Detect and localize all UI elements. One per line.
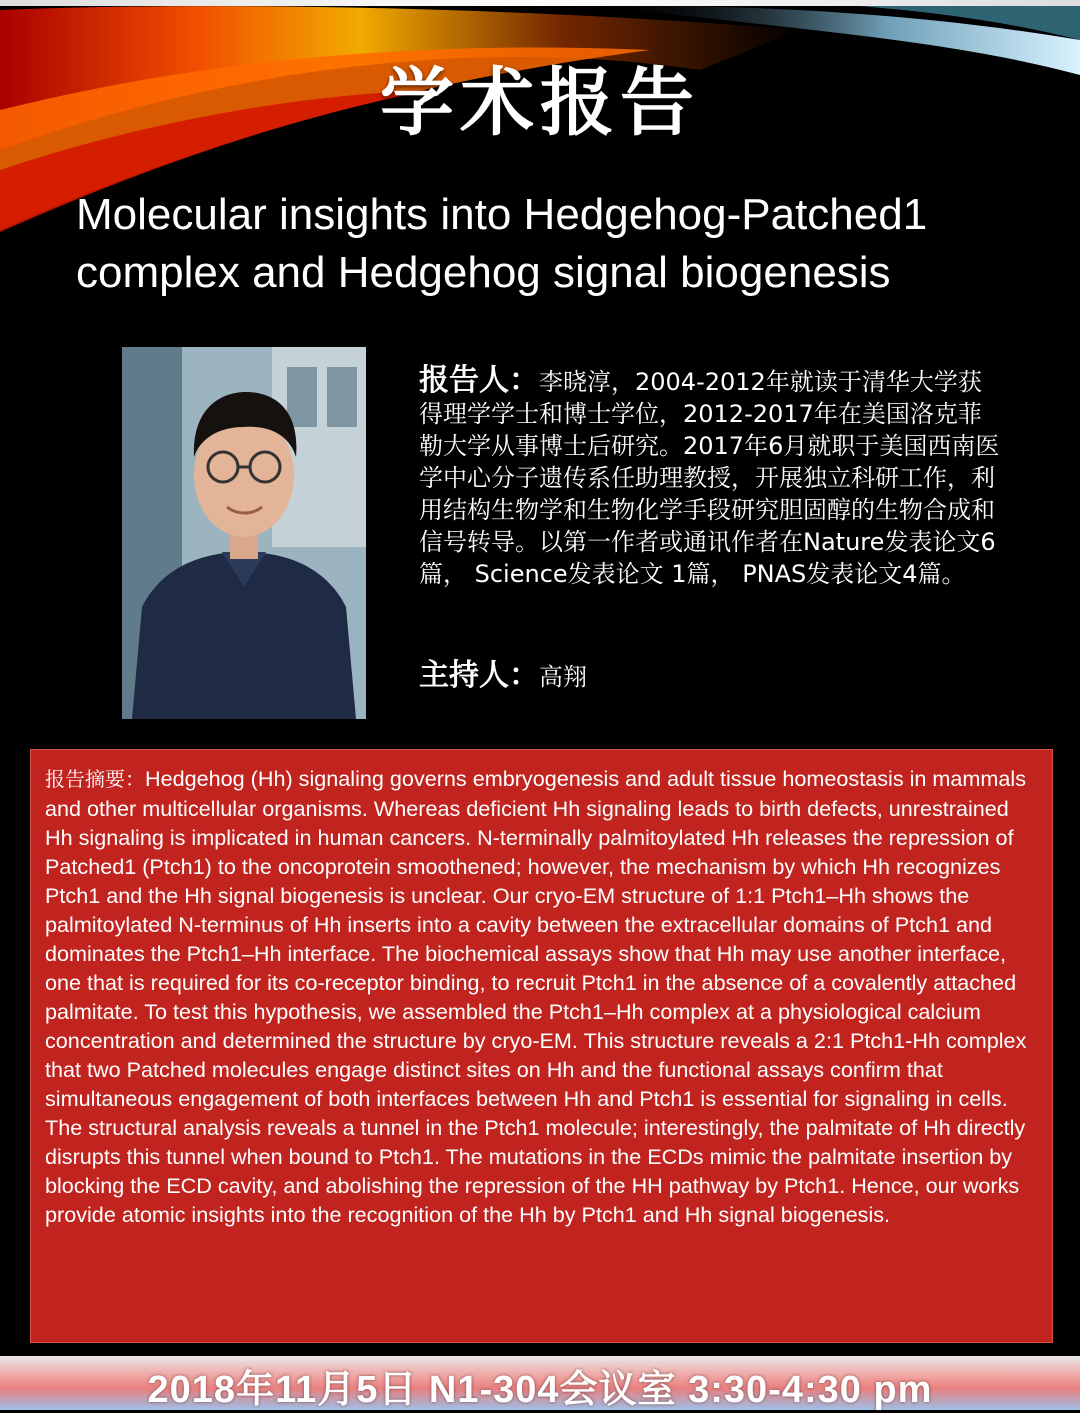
abstract-text: Hedgehog (Hh) signaling governs embryogenesis and adult tissue homeostasis in mammals and other multicellular organisms. Whereas deficient Hh signaling leads to birth defects, unrestrained Hh signaling is implicated in human cancers. N-terminally palmitoylated Hh releases the repression of Patched1 (Ptch1) to the oncoprotein smoothened; however, the mechanism by which Hh recognizes Ptch1 and the Hh signal biogenesis is unclear. Our cryo-EM structure of 1:1 Ptch1–Hh shows the palmitoylated N-terminus of Hh inserts into a cavity between the extracellular domains of Ptch1 and dominates the Ptch1–Hh interface. The biochemical assays show that Hh may use another interface, one that is required for its co-receptor binding, to recruit Ptch1 in the absence of a covalently attached palmitate. To test this hypothesis, we assembled the Ptch1–Hh complex at a physiological calcium concentration and determined the structure by cryo-EM. This structure reveals a 2:1 Ptch1-Hh complex that two Patched molecules engage distinct sites on Hh and the functional assays confirm that simultaneous engagement of both interfaces between Hh and Ptch1 is essential for signaling in cells. The structural analysis reveals a tunnel in the Ptch1 molecule; interestingly, the palmitate of Hh directly disrupts this tunnel when bound to Ptch1. The mutations in the ECDs mimic the palmitate insertion by blocking the ECD cavity, and abolishing the repression of the HH pathway by Ptch1. Hence, our works provide atomic insights into the recognition of the Hh by Ptch1 and Hh signal biogenesis. [45, 766, 1027, 1227]
talk-title-line-2: complex and Hedgehog signal biogenesis [76, 248, 891, 297]
speaker-portrait-illustration [122, 347, 366, 719]
speaker-label: 报告人： [419, 363, 539, 398]
speaker-photo [122, 347, 366, 719]
speaker-bio-text: 李晓淳，2004-2012年就读于清华大学获得理学学士和博士学位，2012-2017年在美国洛克菲勒大学从事博士后研究。2017年6月就职于美国西南医学中心分子遗传系任助理教授，开展独立科研工作，利用结构生物学和生物化学手段研究胆固醇的生物合成和信号转导。以第一作者或通讯作者在Nature发表论文6篇， Science发表论文 1篇， PNAS发表论文4篇。 [419, 368, 1000, 588]
poster-title: 学术报告 [380, 60, 700, 146]
abstract-box [30, 749, 1053, 1343]
host-info [419, 656, 587, 697]
talk-title-line-1: Molecular insights into Hedgehog-Patched1 [76, 190, 928, 239]
abstract-label: 报告摘要： [45, 767, 145, 791]
host-label: 主持人： [419, 658, 539, 693]
talk-title [76, 186, 1066, 302]
event-schedule: 2018年11月5日 N1-304会议室 3:30-4:30 pm [147, 1369, 933, 1411]
host-name: 高翔 [539, 663, 587, 691]
speaker-bio [419, 365, 1004, 590]
